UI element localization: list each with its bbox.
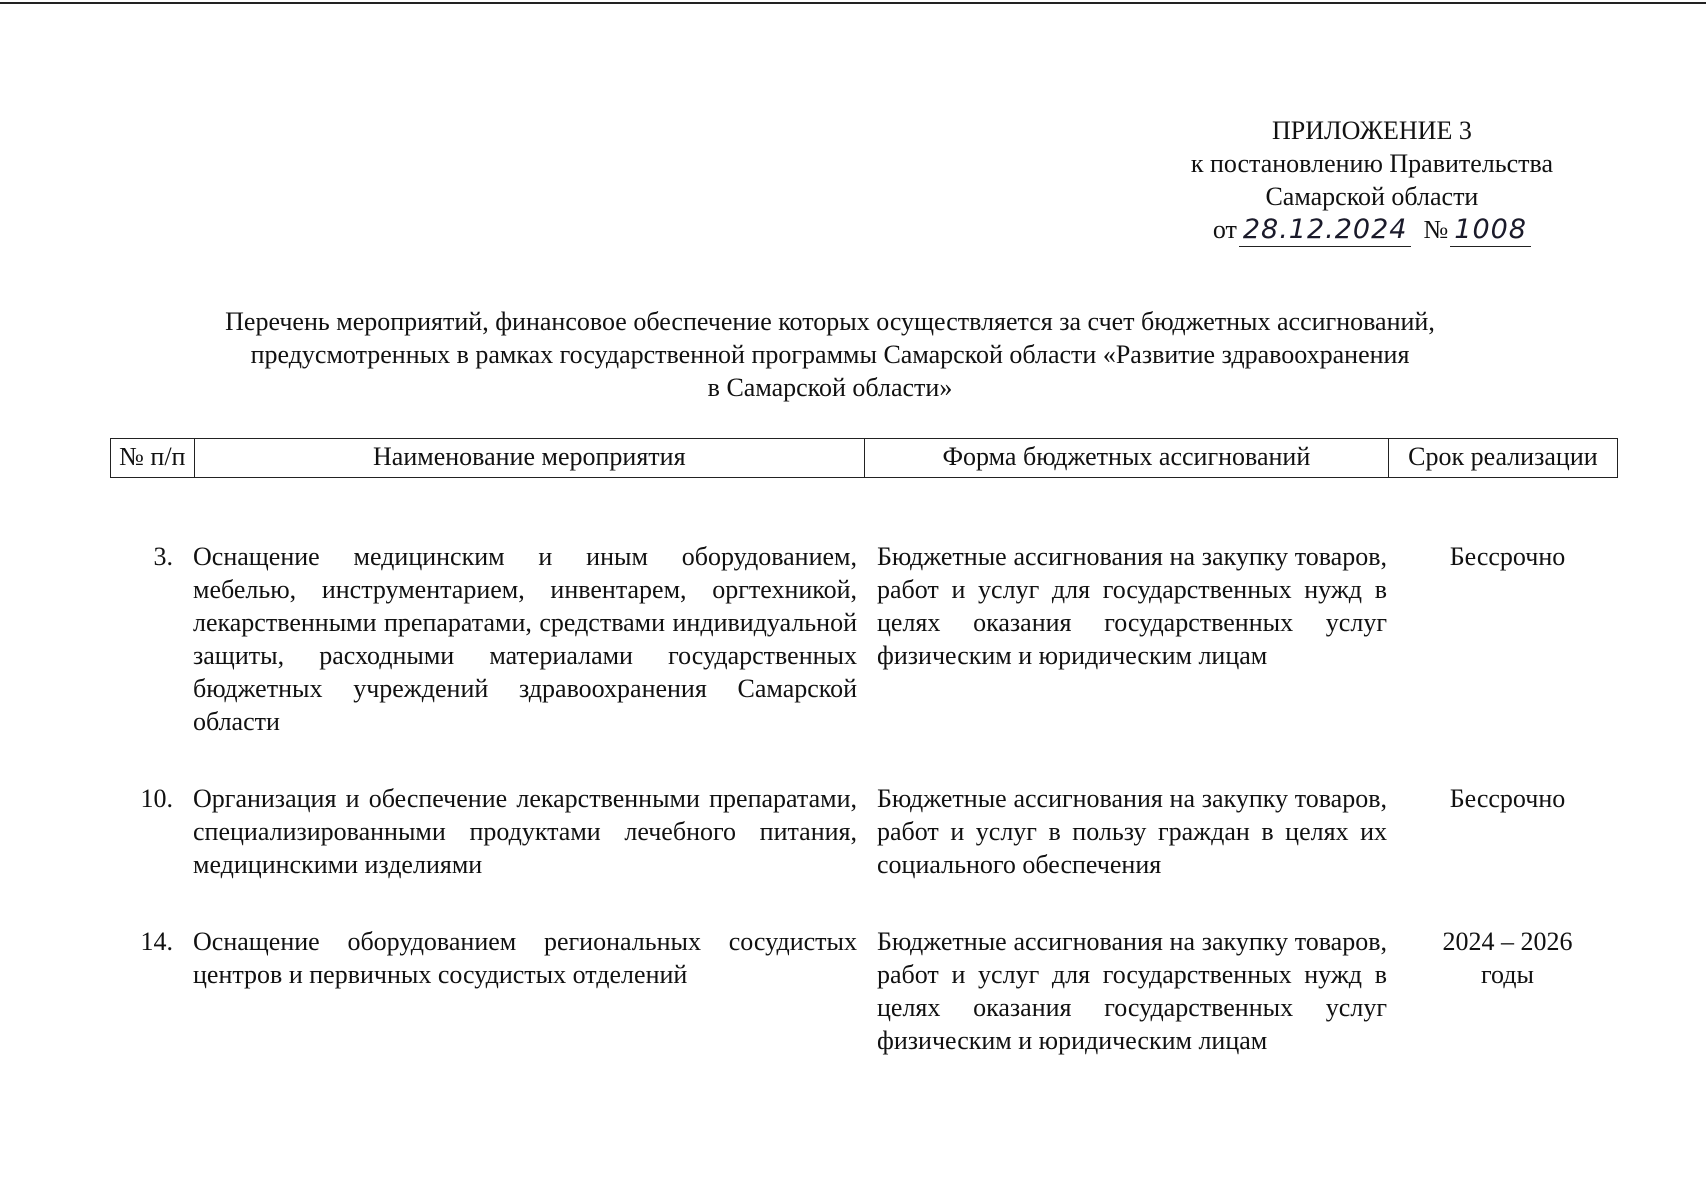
table-header xyxy=(110,438,1618,478)
row-term: Бессрочно xyxy=(1449,542,1566,571)
header-term: Срок реализации xyxy=(1388,439,1617,478)
header-row xyxy=(111,439,1618,478)
row-term: 2024 – 2026 годы xyxy=(1442,927,1573,989)
appendix-line-2: Самарской области xyxy=(1265,182,1479,211)
appendix-date-line xyxy=(1191,213,1553,247)
row-form: Бюджетные ассигнования на закупку товаров, работ и услуг для государственных нужд в целях оказания государственных услуг физическим и юридическим лицам xyxy=(877,927,1387,1055)
row-name: Организация и обеспечение лекарственными препаратами, специализированными продуктами лечебного питания, медицинскими изделиями xyxy=(193,784,857,879)
table-row xyxy=(110,925,1618,1057)
appendix-title: ПРИЛОЖЕНИЕ 3 xyxy=(1271,116,1472,145)
row-form: Бюджетные ассигнования на закупку товаров, работ и услуг для государственных нужд в целях оказания государственных услуг физическим и юридическим лицам xyxy=(877,542,1387,670)
table-row xyxy=(110,782,1618,881)
row-term: Бессрочно xyxy=(1449,784,1566,813)
row-name: Оснащение оборудованием региональных сосудистых центров и первичных сосудистых отделений xyxy=(193,927,857,989)
date-prefix: от xyxy=(1212,215,1237,244)
header-name: Наименование мероприятия xyxy=(194,439,864,478)
row-form: Бюджетные ассигнования на закупку товаров, работ и услуг в пользу граждан в целях их социального обеспечения xyxy=(877,784,1387,879)
appendix-block xyxy=(1191,114,1553,247)
row-num: 10. xyxy=(140,784,173,813)
handwritten-number: 1008 xyxy=(1450,213,1531,247)
table-body xyxy=(110,540,1618,1101)
title-line-3: в Самарской области» xyxy=(707,373,953,402)
row-num: 3. xyxy=(153,542,173,571)
appendix-line-1: к постановлению Правительства xyxy=(1190,149,1553,178)
row-name: Оснащение медицинским и иным оборудованием, мебелью, инструментарием, инвентарем, оргтехникой, лекарственными препаратами, средствами индивидуальной защиты, расходными материалами государственных бюджетных учреждений здравоохранения Самарской области xyxy=(193,542,857,736)
title-line-1: Перечень мероприятий, финансовое обеспечение которых осуществляется за счет бюджетных ассигнований, xyxy=(225,307,1435,336)
header-form: Форма бюджетных ассигнований xyxy=(865,439,1389,478)
row-num: 14. xyxy=(140,927,173,956)
top-border-line xyxy=(0,2,1706,4)
document-title xyxy=(120,305,1540,404)
table-row xyxy=(110,540,1618,738)
handwritten-date: 28.12.2024 xyxy=(1239,213,1412,247)
number-prefix: № xyxy=(1423,215,1449,244)
title-line-2: предусмотренных в рамках государственной программы Самарской области «Развитие здравоохранения xyxy=(250,340,1410,369)
header-num: № п/п xyxy=(111,439,195,478)
